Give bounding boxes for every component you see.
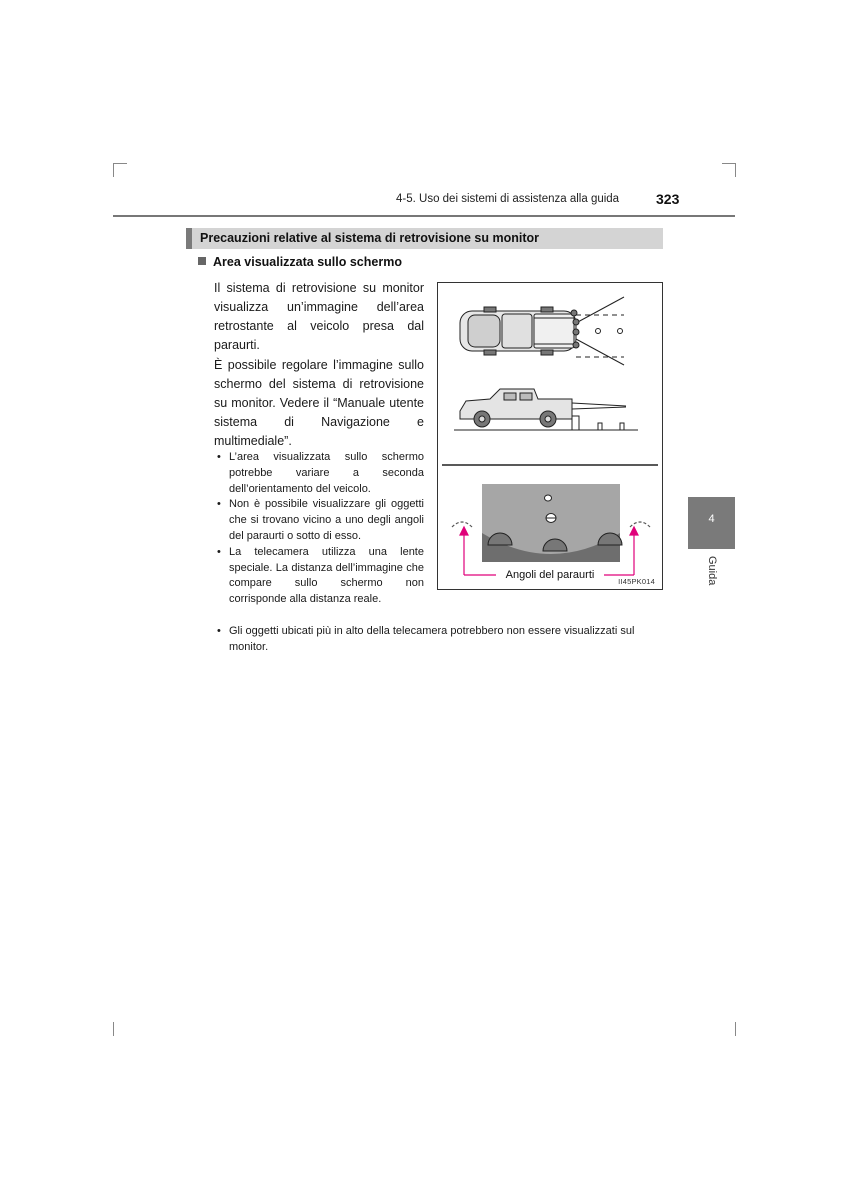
bumper-corners-label: Angoli del paraurti (496, 566, 604, 584)
chapter-tab[interactable] (688, 497, 735, 549)
running-header: 4-5. Uso dei sistemi di assistenza alla guida (396, 193, 620, 205)
crop-mark (113, 163, 127, 164)
monitor-view (452, 484, 650, 562)
chapter-number: 4 (708, 513, 715, 525)
crop-mark (113, 163, 114, 177)
body-paragraph: Il sistema di retrovisione su monitor visualizza un’immagine dell’area retrostante al veicolo presa dal paraurti. (214, 281, 424, 352)
page-number: 323 (656, 191, 680, 207)
note-item: • Non è possibile visualizzare gli oggetti che si trovano vicino a uno degli angoli del paraurti o sotto di esso. (217, 497, 424, 544)
body-paragraph: È possibile regolare l’immagine sullo schermo del sistema di retrovisione su monitor. Vedere il “Manuale utente sistema di Navigazione e multimediale”. (214, 358, 424, 448)
crop-mark (735, 1022, 736, 1036)
note-item: • L’area visualizzata sullo schermo potrebbe variare a seconda dell’orientamento del veicolo. (217, 450, 424, 497)
note-item: • La telecamera utilizza una lente speciale. La distanza dell’immagine che compare sullo schermo non corrisponde alla distanza reale. (217, 545, 424, 608)
truck-top-view (460, 307, 576, 355)
crop-mark (735, 163, 736, 177)
notes-list (217, 450, 424, 608)
square-bullet-icon (198, 257, 206, 265)
section-title: Precauzioni relative al sistema di retrovisione su monitor (200, 231, 540, 245)
truck-side-view (454, 389, 638, 430)
chapter-label: Guida (706, 556, 718, 586)
subheading (198, 255, 402, 269)
note-item-wide: • Gli oggetti ubicati più in alto della telecamera potrebbero non essere visualizzati sul monitor. (217, 624, 667, 656)
crop-mark (722, 163, 736, 164)
section-title-bar (186, 228, 663, 249)
crop-mark (113, 1022, 114, 1036)
subheading-text: Area visualizzata sullo schermo (213, 255, 402, 269)
figure-illustration (438, 283, 664, 591)
figure-code: II45PK014 (618, 577, 655, 586)
ground-markers-top (571, 310, 623, 348)
camera-area-figure (437, 282, 663, 590)
header-rule (113, 215, 735, 217)
